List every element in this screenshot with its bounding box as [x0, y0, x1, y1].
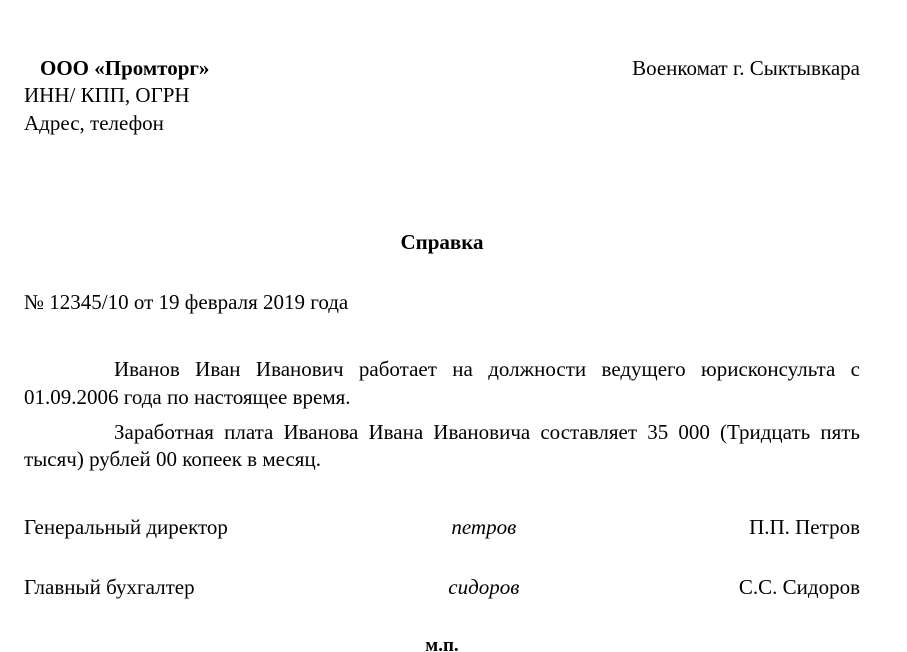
signature-autograph: петров	[451, 514, 517, 539]
signature-name: П.П. Петров	[749, 514, 860, 539]
signature-autograph: сидоров	[448, 574, 520, 599]
company-name: ООО «Промторг»	[40, 56, 210, 80]
signature-block	[24, 514, 860, 602]
signature-position: Генеральный директор	[24, 514, 228, 539]
signature-row-director	[24, 514, 860, 541]
document-title: Справка	[400, 229, 484, 254]
body-paragraph-employment: Иванов Иван Иванович работает на должности ведущего юрисконсульта с 01.09.2006 года по настоящее время.	[24, 357, 860, 409]
signature-row-accountant	[24, 574, 860, 601]
stamp-place-mark: м.п.	[425, 635, 459, 652]
company-requisites: ИНН/ КПП, ОГРН	[24, 83, 190, 108]
recipient: Военкомат г. Сыктывкара	[632, 56, 860, 80]
signature-name: С.С. Сидоров	[738, 574, 860, 599]
signature-position: Главный бухгалтер	[24, 574, 195, 599]
body-paragraph-salary: Заработная плата Иванова Ивана Ивановича составляет 35 000 (Тридцать пять тысяч) рублей 00 копеек в месяц.	[24, 420, 860, 472]
company-contacts: Адрес, телефон	[24, 110, 164, 135]
document-body	[24, 356, 860, 473]
document-number-line: № 12345/10 от 19 февраля 2019 года	[24, 290, 349, 315]
document-header	[24, 55, 860, 137]
company-details	[24, 55, 209, 137]
